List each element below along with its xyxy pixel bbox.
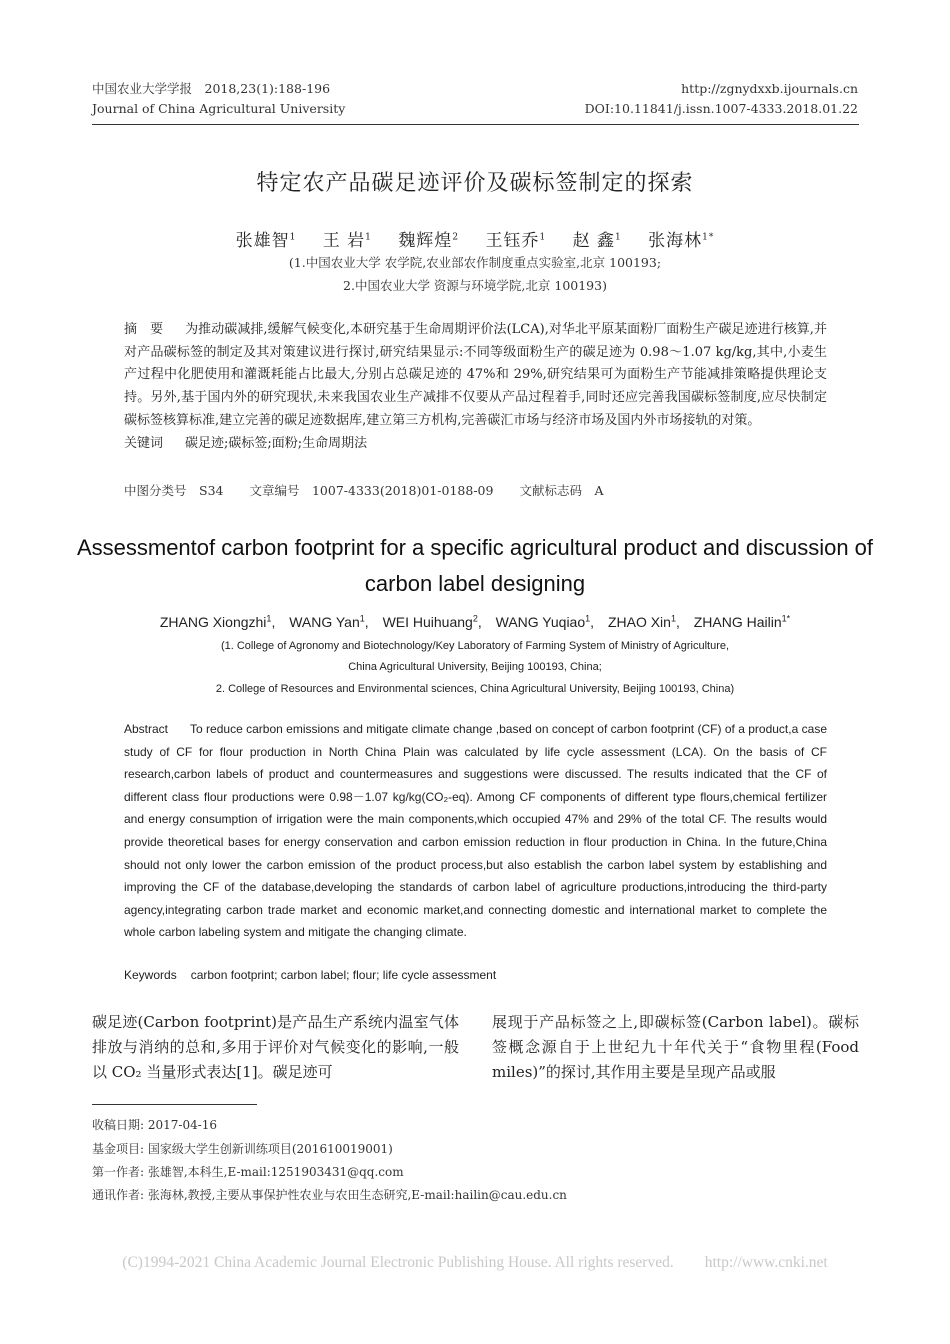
author-cn: 赵 鑫$^1$ xyxy=(572,231,622,251)
author-cn: 王 岩$^1$ xyxy=(322,231,372,251)
keywords-en-label: Keywords xyxy=(124,968,177,982)
affiliation-en-1: (1. College of Agronomy and Biotechnology/Key Laboratory of Farming System of Ministry of Agriculture, xyxy=(220,640,730,652)
footnote-rule xyxy=(92,1104,257,1105)
abstract-en-label: Abstract xyxy=(124,722,169,736)
header-rule xyxy=(92,124,859,125)
author-en: ZHANG Xiongzhi$^1$, xyxy=(159,613,276,630)
keywords-cn-label: 关键词 xyxy=(124,435,164,451)
doi: DOI:10.11841/j.issn.1007-4333.2018.01.22 xyxy=(584,101,858,116)
footnote-corresponding: 通讯作者: 张海林,教授,主要从事保护性农业与农田生态研究,E-mail:hailin@cau.edu.cn xyxy=(92,1188,567,1202)
author-en: ZHAO Xin$^1$, xyxy=(607,613,680,630)
journal-name-en: Journal of China Agricultural University xyxy=(92,101,346,116)
footnote-fund: 基金项目: 国家级大学生创新训练项目(201610019001) xyxy=(92,1142,393,1156)
body-right-column: 展现于产品标签之上,即碳标签(Carbon label)。碳标签概念源自于上世纪九十年代关于“食物里程(Food miles)”的探讨,其作用主要是呈现产品或服 xyxy=(492,1013,859,1081)
author-cn: 王钰乔$^1$ xyxy=(485,231,547,251)
keywords-cn-text: 碳足迹;碳标签;面粉;生命周期法 xyxy=(185,435,368,451)
authors-en xyxy=(0,613,950,630)
article-number: 文章编号 1007-4333(2018)01-0188-09 xyxy=(249,483,494,498)
author-cn: 魏辉煌$^2$ xyxy=(398,231,460,251)
abstract-en-text: To reduce carbon emissions and mitigate climate change ,based on concept of carbon footprint (CF) of a product,a case study of CF for flour production in North China Plain was calculated by life cycle assessment (LCA). On the basis of CF research,carbon labels of product and countermeasures and suggestions were discussed. The results indicated that the CF of different class flour productions were 0.98－1.07 kg/kg(CO₂-eq). Among CF components of different type flours,chemical fertilizer and energy consumption of irrigation were the main components,which occupied 47% and 29% of the total CF. The results would provide theoretical bases for energy conservation and carbon emission reduction in flour production in China. In the future,China should not only lower the carbon emission of the product process,but also establish the carbon label system by establishing and improving the CF of the database,developing the standards of carbon label of agriculture productions,introducing the third-party agency,integrating carbon trade market and economic market,and connecting domestic and international market to complete the whole carbon labeling system and mitigate the changing climate. xyxy=(124,722,827,940)
authors-cn xyxy=(0,226,950,251)
classification-meta xyxy=(124,481,625,499)
affiliation-en-2: China Agricultural University, Beijing 100193, China; xyxy=(348,661,602,673)
journal-url: http://zgnydxxb.ijournals.cn xyxy=(681,81,858,96)
affiliation-cn-2: 2.中国农业大学 资源与环境学院,北京 100193) xyxy=(343,278,607,293)
author-en: ZHANG Hailin$^{1*}$ xyxy=(693,613,791,630)
affiliation-cn-1: (1.中国农业大学 农学院,农业部农作制度重点实验室,北京 100193; xyxy=(288,255,662,270)
keywords-cn xyxy=(124,433,827,456)
footnote-received: 收稿日期: 2017-04-16 xyxy=(92,1118,218,1132)
abstract-en xyxy=(124,718,827,944)
keywords-en xyxy=(124,968,496,982)
author-en: WANG Yuqiao$^1$, xyxy=(495,613,595,630)
body-left-column: 碳足迹(Carbon footprint)是产品生产系统内温室气体排放与消纳的总和,多用于评价对气候变化的影响,一般以 CO₂ 当量形式表达[1]。碳足迹可 xyxy=(92,1013,459,1081)
author-en: WANG Yan$^1$, xyxy=(289,613,369,630)
affiliation-en-3: 2. College of Resources and Environmental sciences, China Agricultural University, Beijing 100193, China) xyxy=(215,683,735,695)
running-header-left xyxy=(92,79,345,119)
author-en: WEI Huihuang$^2$, xyxy=(382,613,482,630)
running-header-right xyxy=(585,79,858,119)
journal-name-cn: 中国农业大学学报 2018,23(1):188-196 xyxy=(92,81,331,96)
title-en: Assessmentof carbon footprint for a specific agricultural product and discussion of carbon label designing xyxy=(76,535,874,596)
clc-number: 中图分类号 S34 xyxy=(124,483,224,498)
abstract-cn-label: 摘 要 xyxy=(124,322,164,337)
keywords-en-text: carbon footprint; carbon label; flour; life cycle assessment xyxy=(190,968,497,982)
footnote-first-author: 第一作者: 张雄智,本科生,E-mail:1251903431@qq.com xyxy=(92,1165,404,1179)
author-cn: 张海林$^{1*}$ xyxy=(648,231,715,251)
copyright-watermark: (C)1994-2021 China Academic Journal Electronic Publishing House. All rights reserved. http://www.cnki.net xyxy=(122,1254,828,1271)
abstract-cn xyxy=(124,319,827,455)
title-cn: 特定农产品碳足迹评价及碳标签制定的探索 xyxy=(256,171,694,196)
abstract-cn-text: 为推动碳减排,缓解气候变化,本研究基于生命周期评价法(LCA),对华北平原某面粉厂面粉生产碳足迹进行核算,并对产品碳标签的制定及其对策建议进行探讨,研究结果显示:不同等级面粉生产的碳足迹为 0.98～1.07 kg/kg,其中,小麦生产过程中化肥使用和灌溉耗能占比最大,分别占总碳足迹的 47%和 29%,研究结果可为面粉生产节能减排策略提供理论支持。另外,基于国内外的研究现状,未来我国农业生产减排不仅要从产品过程着手,同时还应完善我国碳标签制度,应尽快制定碳标签核算标准,建立完善的碳足迹数据库,建立第三方机构,完善碳汇市场与经济市场及国内外市场接轨的对策。 xyxy=(124,322,827,428)
author-cn: 张雄智$^1$ xyxy=(235,231,297,251)
document-code: 文献标志码 A xyxy=(519,483,604,498)
